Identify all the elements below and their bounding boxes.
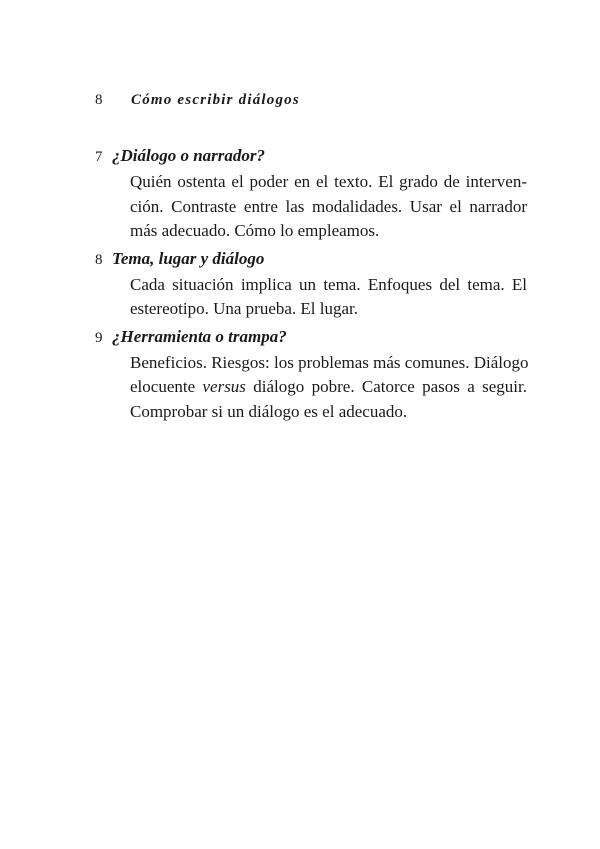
summary-line: Comprobar si un diálogo es el adecuado.	[130, 401, 408, 421]
chapter-title: ¿Diálogo o narrador?	[112, 146, 266, 165]
chapter-summary	[130, 273, 527, 322]
chapter-heading	[95, 324, 527, 351]
line-text: diálogo pobre. Catorce pasos a seguir.	[245, 377, 527, 396]
line-text: elocuente	[130, 377, 203, 396]
chapter-list	[95, 143, 527, 426]
page-number: 8	[95, 92, 103, 108]
book-title: Cómo escribir diálogos	[131, 92, 300, 108]
summary-line: más adecuado. Cómo lo empleamos.	[130, 221, 380, 240]
chapter-summary	[130, 351, 527, 425]
chapter-number: 9	[95, 329, 103, 346]
running-head	[95, 90, 300, 110]
summary-line: estereotipo. Una prueba. El lugar.	[130, 299, 359, 318]
summary-line: ción. Contraste entre las modalidades. Usar el narrador	[130, 196, 527, 216]
chapter-title: Tema, lugar y diálogo	[112, 248, 265, 268]
chapter-heading	[95, 143, 527, 170]
chapter-entry-8	[95, 246, 527, 322]
summary-line: Quién ostenta el poder en el texto. El grado de interven-	[130, 172, 527, 191]
chapter-number: 8	[95, 251, 103, 268]
emphasized-word: versus	[202, 377, 246, 396]
chapter-entry-7	[95, 143, 527, 244]
summary-line	[130, 375, 527, 400]
chapter-number: 7	[95, 149, 103, 165]
chapter-entry-9	[95, 324, 527, 425]
summary-line: Beneficios. Riesgos: los problemas más comunes. Diálogo	[130, 352, 529, 372]
summary-line: Cada situación implica un tema. Enfoques del tema. El	[130, 274, 527, 294]
chapter-title: ¿Herramienta o trampa?	[112, 326, 287, 346]
chapter-summary	[130, 170, 527, 244]
chapter-heading	[95, 246, 527, 273]
